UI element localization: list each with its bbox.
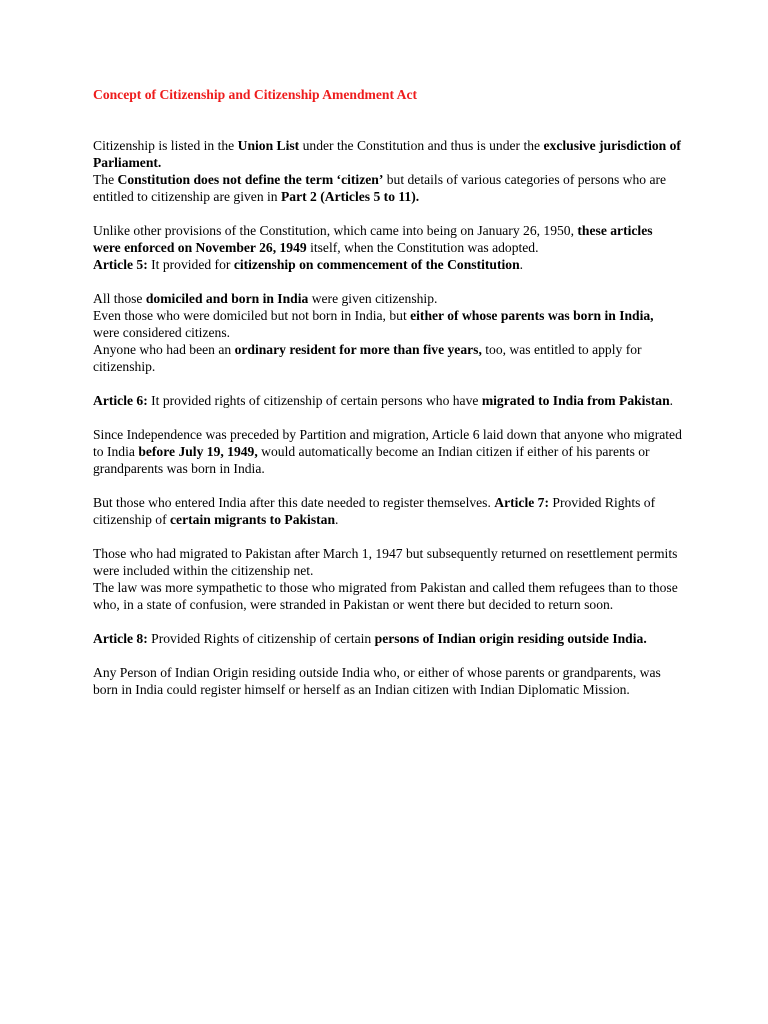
text-run: were given citizenship. [308,291,438,306]
spacer [93,613,683,630]
text-run: Unlike other provisions of the Constitution, which came into being on January 26, 1950, [93,223,578,238]
spacer [93,205,683,222]
text-run: The [93,172,118,187]
bold-run: before July 19, 1949, [138,444,258,459]
paragraph-article-8 [93,630,683,647]
paragraph-article-5 [93,256,683,273]
spacer [93,273,683,290]
document-title: Concept of Citizenship and Citizenship Amendment Act [93,87,417,102]
text-run: Those who had migrated to Pakistan after March 1, 1947 but subsequently returned on resettlement permits were included within the citizenship net. [93,546,678,578]
text-run: All those [93,291,146,306]
paragraph-constitution-definition [93,171,683,205]
text-run: Any Person of Indian Origin residing outside India who, or either of whose parents or grandparents, was born in India could register himself or herself as an Indian citizen with Indian Diplomatic Mission. [93,665,661,697]
spacer [93,103,683,137]
text-run: would automatically become an Indian citizen if either of his parents or grandparents was born in India. [93,444,650,476]
text-run: too, was entitled to apply for citizenship. [93,342,642,374]
bold-run: Article 6: [93,393,148,408]
text-run: Provided Rights of citizenship of [93,495,656,527]
text-run: Since Independence was preceded by Partition and migration, Article 6 laid down that anyone who migrated to India [93,427,682,459]
bold-run: persons of Indian origin residing outside India. [374,631,647,646]
spacer [93,477,683,494]
spacer [93,528,683,545]
bold-run: Article 5: [93,257,148,272]
text-run: Anyone who had been an [93,342,235,357]
text-run: But those who entered India after this date needed to register themselves. [93,495,495,510]
text-run: Citizenship is listed in the [93,138,238,153]
text-run: It provided for [147,257,234,272]
document-page [93,86,683,698]
text-run: Provided Rights of citizenship of certain [147,631,375,646]
paragraph-refugees [93,579,683,613]
paragraph-resettlement-permits [93,545,683,579]
text-run: but details of various categories of persons who are entitled to citizenship are given in [93,172,667,204]
spacer [93,375,683,392]
paragraph-enforcement-date [93,222,683,256]
bold-run: citizenship on commencement of the Constitution [233,257,520,272]
text-run: It provided rights of citizenship of certain persons who have [147,393,482,408]
spacer [93,647,683,664]
paragraph-union-list [93,137,683,171]
bold-run: Article 8: [93,631,148,646]
paragraph-ordinary-resident [93,341,683,375]
spacer [93,409,683,426]
bold-run: these articles were enforced on November 26, 1949 [93,223,653,255]
text-run: . [519,257,524,272]
text-run: . [669,393,674,408]
paragraph-indian-origin [93,664,683,698]
bold-run: either of whose parents was born in India, [410,308,654,323]
bold-run: certain migrants to Pakistan [170,512,336,527]
text-run: itself, when the Constitution was adopted. [306,240,539,255]
bold-run: Part 2 (Articles 5 to 11). [281,189,420,204]
text-run: Even those who were domiciled but not born in India, but [93,308,411,323]
text-run: were considered citizens. [93,325,231,340]
bold-run: exclusive jurisdiction of Parliament. [93,138,681,170]
text-run: . [335,512,339,527]
paragraph-article-7 [93,494,683,528]
bold-run: Union List [237,138,300,153]
bold-run: ordinary resident for more than five years, [234,342,482,357]
bold-run: Article 7: [494,495,549,510]
text-run: under the Constitution and thus is under the [299,138,544,153]
text-run: The law was more sympathetic to those who migrated from Pakistan and called them refugees than to those who, in a state of confusion, were stranded in Pakistan or went there but decided to return soon. [93,580,678,612]
paragraph-partition-migration [93,426,683,477]
paragraph-domiciled-not-born [93,307,683,341]
bold-run: domiciled and born in India [145,291,309,306]
bold-run: Constitution does not define the term ‘citizen’ [117,172,384,187]
paragraph-article-6 [93,392,683,409]
paragraph-domiciled-born [93,290,683,307]
bold-run: migrated to India from Pakistan [481,393,670,408]
